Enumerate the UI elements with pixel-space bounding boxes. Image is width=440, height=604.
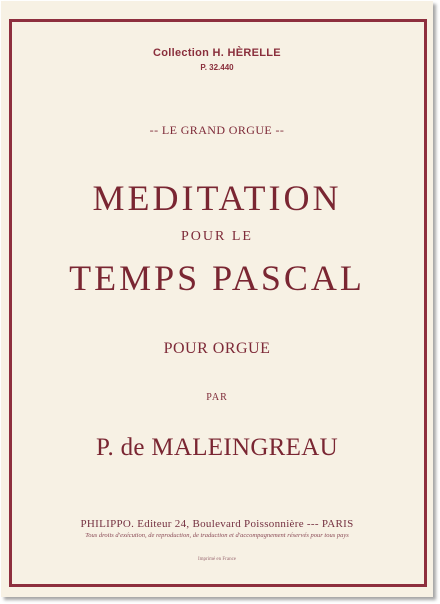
title-line-2: POUR LE bbox=[181, 229, 253, 244]
collection-name: Collection H. HÈRELLE bbox=[153, 47, 281, 59]
by-label: PAR bbox=[206, 392, 228, 403]
title-line-3: TEMPS PASCAL bbox=[69, 258, 365, 298]
rights-notice: Tous droits d'exécution, de reproduction, de traduction et d'accompagnement réservés pour tous pays bbox=[85, 532, 349, 539]
title-line-1: MEDITATION bbox=[92, 178, 342, 218]
composer-name: P. de MALEINGREAU bbox=[96, 434, 338, 461]
decorative-border-frame bbox=[9, 19, 427, 587]
catalog-number: P. 32.440 bbox=[200, 63, 234, 72]
score-cover-page bbox=[1, 1, 433, 597]
series-name: -- LE GRAND ORGUE -- bbox=[149, 123, 285, 137]
publisher-line: PHILIPPO. Editeur 24, Boulevard Poissonnière --- PARIS bbox=[80, 518, 354, 530]
instrument-label: POUR ORGUE bbox=[163, 340, 271, 357]
printed-in-note: Imprimé en France bbox=[197, 557, 237, 562]
